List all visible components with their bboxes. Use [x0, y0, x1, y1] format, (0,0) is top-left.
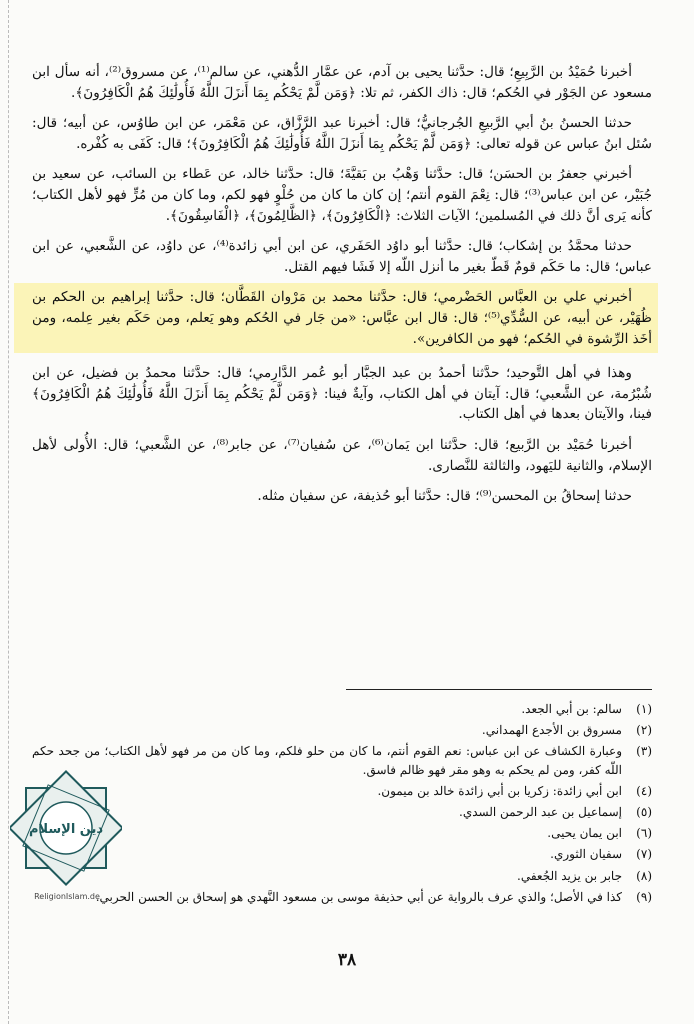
- footnote-8: [32, 867, 652, 885]
- footnote-text: ابن يمان يحيى.: [547, 826, 622, 841]
- footnote-number: (٨): [636, 868, 652, 883]
- logo-caption: ReligionIslam.de: [34, 892, 100, 901]
- footnote-1: [32, 700, 652, 718]
- highlighted-paragraph: أخبرني علي بن العبَّاس الحَضْرمي؛ قال: حدَّثنا محمد بن مَرْوان القَطَّان؛ قال: حدَّثنا إبراهيم بن الحكم بن ظُهَيْر، عن أبيه، عن السُّدِّي⁽⁵⁾؛ قال: قال ابن عبَّاس: «من جَار في الحُكم وهو يَعلم، ومن حَكَم بغير عِلمه، ومن أخَذ الرِّشوة في الحُكم؛ فهو من الكافرين».: [14, 283, 658, 353]
- footnote-number: (٩): [636, 889, 652, 904]
- footnote-text: كذا في الأصل؛ والذي عرف بالرواية عن أبي حذيفة موسى بن مسعود النَّهدي هو إسحاق بن الحسن الحربي.: [95, 889, 622, 904]
- footnote-text: سالم: بن أبي الجعد.: [521, 702, 622, 716]
- footnote-number: (٦): [636, 826, 652, 841]
- footnote-5: [32, 803, 652, 821]
- footnote-number: (٧): [636, 847, 652, 862]
- paragraph-7: أخبرنا حُمَيْد بن الرَّبيع؛ قال: حدَّثنا ابن يَمان⁽⁶⁾، عن سُفيان⁽⁷⁾، عن جابر⁽⁸⁾، عن الشَّعبي؛ قال: الأُولى لأهل الإسلام، والثانية لليَهود، والثالثة للنَّصارى.: [32, 436, 652, 474]
- paragraph-6: وهذا في أهل التَّوحيد؛ حدَّثنا أحمدُ بن عبد الجبَّار أبو عُمر الدَّارِمي؛ قال: حدَّثنا محمدُ بن فضيل، عن ابن شُبْرُمة، عن الشَّعبي؛ قال: آيتان في أهل الكتاب، وآيةٌ فينا: ﴿وَمَن لَّمْ يَحْكُم بِمَا أَنزَلَ اللَّهُ فَأُولَٰئِكَ هُمُ الْكَافِرُونَ﴾ فينا، والآيتان بعدها في أهل الكتاب.: [32, 365, 652, 423]
- footnote-text: ابن أبي زائدة: زكريا بن أبي زائدة خالد بن ميمون.: [377, 783, 622, 798]
- paragraph-3: أخبرني جعفرُ بن الحسَن؛ قال: حدَّثنا وَهْبُ بن بَقيَّةَ؛ قال: حدَّثنا خالد، عن عَطاء بن السائب، عن سعيد بن جُبَيْر، عن ابن عباس⁽³⁾؛ قال: نِعْمَ القوم أنتم؛ إن كان ما كان من حُلْوٍ فهو لكم، وما كان من مُرٍّ فهو لأهل الكتاب؛ كأنه يَرى أنَّ ذلك في المُسلمين؛ الآيات الثلاث: ﴿الْكَافِرُونَ﴾، ﴿الظَّالِمُونَ﴾، ﴿الْفَاسِقُونَ﴾.: [32, 166, 652, 224]
- logo-text: دين الإسلام: [28, 822, 104, 837]
- footnote-text: جابر بن يزيد الجُعفي.: [517, 868, 622, 883]
- paragraph-8: حدثنا إسحاقُ بن المحسن⁽⁹⁾؛ قال: حدَّثنا أبو حُذيفة، عن سفيان مثله.: [257, 488, 632, 505]
- footnote-3: [32, 742, 652, 778]
- footnote-4: [32, 782, 652, 800]
- footnote-number: (١): [636, 702, 652, 716]
- footnote-text: مسروق بن الأجدع الهمداني.: [481, 723, 622, 738]
- footnote-2: [32, 721, 652, 739]
- religionislam-logo: [10, 768, 122, 892]
- footnote-7: [32, 845, 652, 863]
- paragraph-4: حدثنا محمَّدُ بن إشكاب؛ قال: حدَّثنا أبو داوُد الحَفَري، عن ابن أبي زائدة⁽⁴⁾، عن داوُد، عن الشَّعبي، عن ابن عباس؛ قال: ما حَكَم قومٌ قَطّ بغير ما أنزل اللّه إلا فَشَا فيهم القتل.: [32, 238, 652, 275]
- footnote-text: وعبارة الكشاف عن ابن عباس: نعم القوم أنتم، ما كان من حلو فلكم، وما كان من مر فهو لأهل الكتاب؛ من جحد حكم اللّه كفر، ومن لم يحكم به وهو مقر فهو ظالم فاسق.: [32, 744, 622, 777]
- footnotes: [32, 700, 652, 909]
- footnote-text: سفيان الثوري.: [550, 847, 622, 862]
- footnote-number: (٤): [636, 783, 652, 798]
- paragraph-2: حدثنا الحسنُ بنُ أبي الرَّبيعِ الجُرجانيُّ؛ قال: أخبرنا عبد الرَّزَّاق، عن مَعْمَر، عن ابن طاوُس، عن أبيه؛ قال: سُئل ابنُ عباس عن قوله تعالى: ﴿وَمَن لَّمْ يَحْكُم بِمَا أَنزَلَ اللَّهُ فَأُولَٰئِكَ هُمُ الْكَافِرُونَ﴾؛ قال: كَفَى به كُفْره.: [32, 115, 652, 152]
- footnote-6: [32, 824, 652, 842]
- footnote-text: إسماعيل بن عبد الرحمن السدي.: [459, 805, 622, 820]
- page-number: ٣٨: [337, 950, 357, 970]
- footnote-number: (٣): [636, 744, 652, 759]
- footnote-number: (٥): [636, 805, 652, 820]
- footnote-separator: [346, 689, 652, 690]
- footnote-9: [32, 888, 652, 906]
- main-text: [32, 62, 652, 517]
- footnote-number: (٢): [636, 723, 652, 738]
- paragraph-1: أخبرنا حُمَيْدُ بن الرَّبِيعِ؛ قال: حدَّثنا يحيى بن آدم، عن عمَّار الدُّهني، عن سالم⁽¹⁾، عن مسروق⁽²⁾، أنه سأل ابن مسعود عن الجَوْر في الحُكم؛ قال: ذاك الكفر، ثم تلا: ﴿وَمَن لَّمْ يَحْكُم بِمَا أَنزَلَ اللَّهُ فَأُولَٰئِكَ هُمُ الْكَافِرُونَ﴾.: [32, 64, 652, 101]
